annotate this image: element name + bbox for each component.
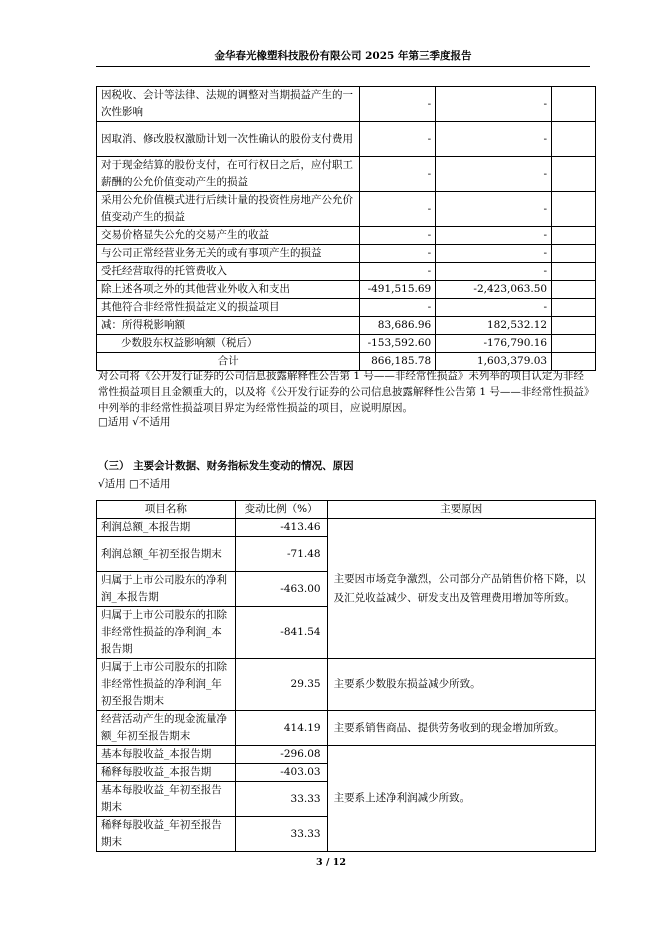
header-reason: 主要原因	[327, 501, 595, 519]
pct-cell: -841.54	[235, 607, 327, 659]
table-header-row	[97, 501, 596, 519]
item-cell: 对于现金结算的股份支付，在可行权日之后，应付职工薪酬的公允价值变动产生的损益	[97, 157, 360, 192]
item-cell: 稀释每股收益_年初至报告期末	[97, 817, 236, 852]
pct-cell: -296.08	[235, 746, 327, 764]
pct-cell: 33.33	[235, 817, 327, 852]
item-cell: 与公司正常经营业务无关的或有事项产生的损益	[97, 245, 360, 263]
item-cell: 归属于上市公司股东的扣除非经常性损益的净利润_年初至报告期末	[97, 659, 236, 711]
item-cell: 归属于上市公司股东的净利润_本报告期	[97, 572, 236, 607]
note-cell	[552, 122, 596, 157]
note-cell	[552, 299, 596, 317]
current-value: -	[360, 157, 436, 192]
current-value: -	[360, 87, 436, 122]
item-cell: 利润总额_年初至报告期末	[97, 537, 236, 572]
header-item: 项目名称	[97, 501, 236, 519]
nonrecurring-note: 对公司将《公开发行证券的公司信息披露解释性公告第 1 号——非经常性损益》未列举的项目认定为非经常性损益项目且金额重大的，以及将《公开发行证券的公司信息披露解释性公告第 1 号——非经常性损益》中列举的非经常性损益项目界定为经常性损益的项目，应说明原因。	[98, 370, 590, 414]
ytd-value: 182,532.12	[436, 317, 552, 335]
current-value: -	[360, 299, 436, 317]
changes-table	[96, 500, 596, 852]
section-applicability: √适用 □不适用	[98, 478, 171, 490]
table-row	[97, 299, 596, 317]
table-row	[97, 122, 596, 157]
ytd-value: -2,423,063.50	[436, 281, 552, 299]
current-value: -153,592.60	[360, 335, 436, 353]
pct-cell: 414.19	[235, 711, 327, 746]
ytd-value: -	[436, 87, 552, 122]
page-header: 金华春光橡塑科技股份有限公司 2025 年第三季度报告	[96, 48, 590, 67]
ytd-value: 1,603,379.03	[436, 353, 552, 371]
table-row	[97, 746, 596, 764]
ytd-value: -	[436, 299, 552, 317]
item-cell: 合计	[97, 353, 360, 371]
reason-cell: 主要系少数股东损益减少所致。	[327, 659, 595, 711]
item-cell: 利润总额_本报告期	[97, 519, 236, 537]
item-cell: 因取消、修改股权激励计划一次性确认的股份支付费用	[97, 122, 360, 157]
current-value: -491,515.69	[360, 281, 436, 299]
pct-cell: -463.00	[235, 572, 327, 607]
reason-cell: 主要系销售商品、提供劳务收到的现金增加所致。	[327, 711, 595, 746]
note-cell	[552, 335, 596, 353]
table-row	[97, 87, 596, 122]
item-cell: 因税收、会计等法律、法规的调整对当期损益产生的一次性影响	[97, 87, 360, 122]
section-heading: （三） 主要会计数据、财务指标发生变动的情况、原因	[98, 460, 354, 472]
table-row	[97, 659, 596, 711]
ytd-value: -	[436, 227, 552, 245]
note-cell	[552, 227, 596, 245]
pct-cell: 33.33	[235, 782, 327, 817]
table-row	[97, 245, 596, 263]
table-row	[97, 227, 596, 245]
note-cell	[552, 245, 596, 263]
ytd-value: -	[436, 245, 552, 263]
ytd-value: -176,790.16	[436, 335, 552, 353]
current-value: -	[360, 245, 436, 263]
note-cell	[552, 281, 596, 299]
current-value: -	[360, 263, 436, 281]
current-value: 83,686.96	[360, 317, 436, 335]
reason-cell: 主要因市场竞争激烈，公司部分产品销售价格下降，以及汇兑收益减少、研发支出及管理费用增加等所致。	[327, 519, 595, 659]
item-cell: 受托经营取得的托管费收入	[97, 263, 360, 281]
reason-cell: 主要系上述净利润减少所致。	[327, 746, 595, 852]
table-row	[97, 317, 596, 335]
item-cell: 除上述各项之外的其他营业外收入和支出	[97, 281, 360, 299]
item-cell: 采用公允价值模式进行后续计量的投资性房地产公允价值变动产生的损益	[97, 192, 360, 227]
pct-cell: -71.48	[235, 537, 327, 572]
page-number: 3 / 12	[316, 857, 346, 868]
note-applicability: □适用 √不适用	[98, 416, 171, 428]
table-row	[97, 711, 596, 746]
item-cell: 减：所得税影响额	[97, 317, 360, 335]
item-cell: 基本每股收益_年初至报告期末	[97, 782, 236, 817]
item-cell: 其他符合非经常性损益定义的损益项目	[97, 299, 360, 317]
ytd-value: -	[436, 122, 552, 157]
header-pct: 变动比例（%）	[235, 501, 327, 519]
item-cell: 基本每股收益_本报告期	[97, 746, 236, 764]
ytd-value: -	[436, 192, 552, 227]
note-cell	[552, 192, 596, 227]
table-row	[97, 192, 596, 227]
note-cell	[552, 317, 596, 335]
table-row	[97, 519, 596, 537]
pct-cell: -403.03	[235, 764, 327, 782]
current-value: -	[360, 122, 436, 157]
table-row	[97, 335, 596, 353]
pct-cell: 29.35	[235, 659, 327, 711]
table-row	[97, 263, 596, 281]
item-cell: 归属于上市公司股东的扣除非经常性损益的净利润_本报告期	[97, 607, 236, 659]
table-row	[97, 157, 596, 192]
current-value: 866,185.78	[360, 353, 436, 371]
note-cell	[552, 87, 596, 122]
current-value: -	[360, 227, 436, 245]
item-cell: 经营活动产生的现金流量净额_年初至报告期末	[97, 711, 236, 746]
pct-cell: -413.46	[235, 519, 327, 537]
note-cell	[552, 263, 596, 281]
ytd-value: -	[436, 157, 552, 192]
note-cell	[552, 157, 596, 192]
item-cell: 稀释每股收益_本报告期	[97, 764, 236, 782]
item-cell: 交易价格显失公允的交易产生的收益	[97, 227, 360, 245]
ytd-value: -	[436, 263, 552, 281]
table-row	[97, 281, 596, 299]
item-cell: 少数股东权益影响额（税后）	[97, 335, 360, 353]
current-value: -	[360, 192, 436, 227]
nonrecurring-gains-table	[96, 86, 596, 371]
